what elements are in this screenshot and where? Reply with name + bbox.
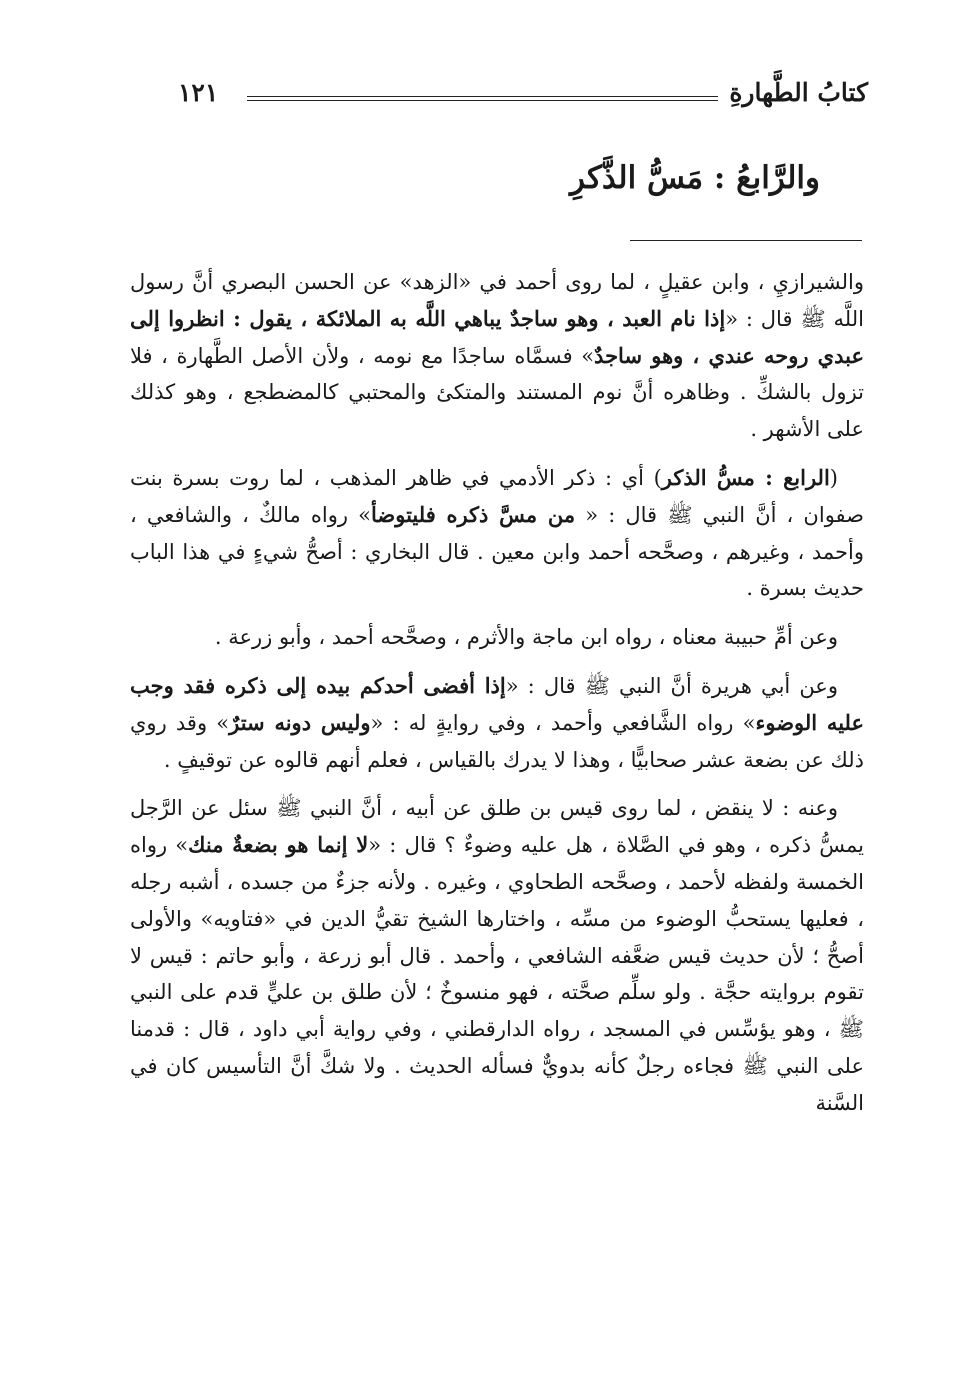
hadith-quote: من مسَّ ذكره فليتوضأ xyxy=(370,501,576,527)
heading-rule xyxy=(630,240,862,241)
text-segment: وعن أبي هريرة أنَّ النبي ﷺ قال : « xyxy=(505,673,838,698)
paragraph-5 xyxy=(130,790,864,1121)
paragraph-1 xyxy=(130,264,864,448)
paragraph-3 xyxy=(130,619,864,656)
text-segment: وعن أمِّ حبيبة معناه ، رواه ابن ماجة والأثرم ، وصحَّحه أحمد ، وأبو زرعة . xyxy=(214,625,838,650)
text-segment: » رواه الخمسة ولفظه لأحمد ، وصحَّحه الطحاوي ، وغيره . ولأنه جزءٌ من جسده ، أشبه رجله ، فعليها يستحبُّ الوضوء من مسِّه ، واختارها الشيخ تقيُّ الدين في «فتاويه» والأولى أصحُّ ؛ لأن حديث قيس ضعَّفه الشافعي ، وأحمد . قال أبو زرعة ، وأبو حاتم : قيس لا تقوم بروايته حجَّة . ولو سلِّم صحَّته ، فهو منسوخٌ ؛ لأن طلق بن عليٍّ قدم على النبي ﷺ ، وهو يؤسِّس في المسجد ، رواه الدارقطني ، وفي رواية أبي داود ، قال : قدمنا على النبي ﷺ فجاءه رجلٌ كأنه بدويٌّ فسأله الحديث . ولا شكَّ أنَّ التأسيس كان في السَّنة xyxy=(130,833,864,1115)
text-segment: ) أي : ذكر الأدمي في ظاهر المذهب ، لما روت بسرة بنت صفوان ، أنَّ النبي ﷺ قال : « xyxy=(130,465,864,527)
body-text xyxy=(130,264,864,1122)
section-heading: والرَّابعُ : مَسُّ الذَّكرِ xyxy=(569,160,820,196)
paragraph-2 xyxy=(130,460,864,607)
paragraph-4 xyxy=(130,668,864,778)
text-segment: » فسمَّاه ساجدًا مع نومه ، ولأن الأصل الطَّهارة ، فلا تزول بالشكِّ . وظاهره أنَّ نوم المستند والمتكئ والمحتبي كالمضطجع ، وهو كذلك على الأشهر . xyxy=(130,343,864,442)
text-segment: » رواه مالكٌ ، والشافعي ، وأحمد ، وغيرهم ، وصحَّحه أحمد وابن معين . قال البخاري : أصحُّ شيءٍ في هذا الباب حديث بسرة . xyxy=(130,502,864,601)
page-number: ١٢١ xyxy=(178,78,219,107)
hadith-quote: الرابع : مسُّ الذكر xyxy=(661,464,830,490)
page-header xyxy=(150,72,868,122)
hadith-quote: إذا أفضى أحدكم بيده إلى ذكره فقد وجب عليه الوضوء xyxy=(130,672,865,735)
header-rule xyxy=(247,96,718,97)
text-segment: ( xyxy=(829,465,838,490)
text-segment: والشيرازيِ ، وابن عقيلٍ ، لما روى أحمد في «الزهد» عن الحسن البصري أنَّ رسول اللَّه ﷺ قال : « xyxy=(130,270,864,331)
hadith-quote: لا إنما هو بضعةٌ منك xyxy=(188,832,369,858)
text-segment: » وقد روي ذلك عن بضعة عشر صحابيًّا ، وهذا لا يدرك بالقياس ، فعلم أنهم قالوه عن توقيفٍ . xyxy=(130,710,864,772)
text-segment: » رواه الشَّافعي وأحمد ، وفي روايةٍ له : « xyxy=(370,710,756,735)
running-title: كتابُ الطَّهارةِ xyxy=(729,78,868,107)
text-segment: وعنه : لا ينقض ، لما روى قيس بن طلق عن أبيه ، أنَّ النبي ﷺ سئل عن الرَّجل يمسُّ ذكره ، وهو في الصَّلاة ، هل عليه وضوءٌ ؟ قال : « xyxy=(130,796,864,858)
hadith-quote: وليس دونه سترٌ xyxy=(229,709,371,735)
hadith-quote: إذا نام العبد ، وهو ساجدٌ يباهي اللَّه به الملائكة ، يقول : انظروا إلى عبدي روحه عندي ، وهو ساجدٌ xyxy=(130,305,865,368)
